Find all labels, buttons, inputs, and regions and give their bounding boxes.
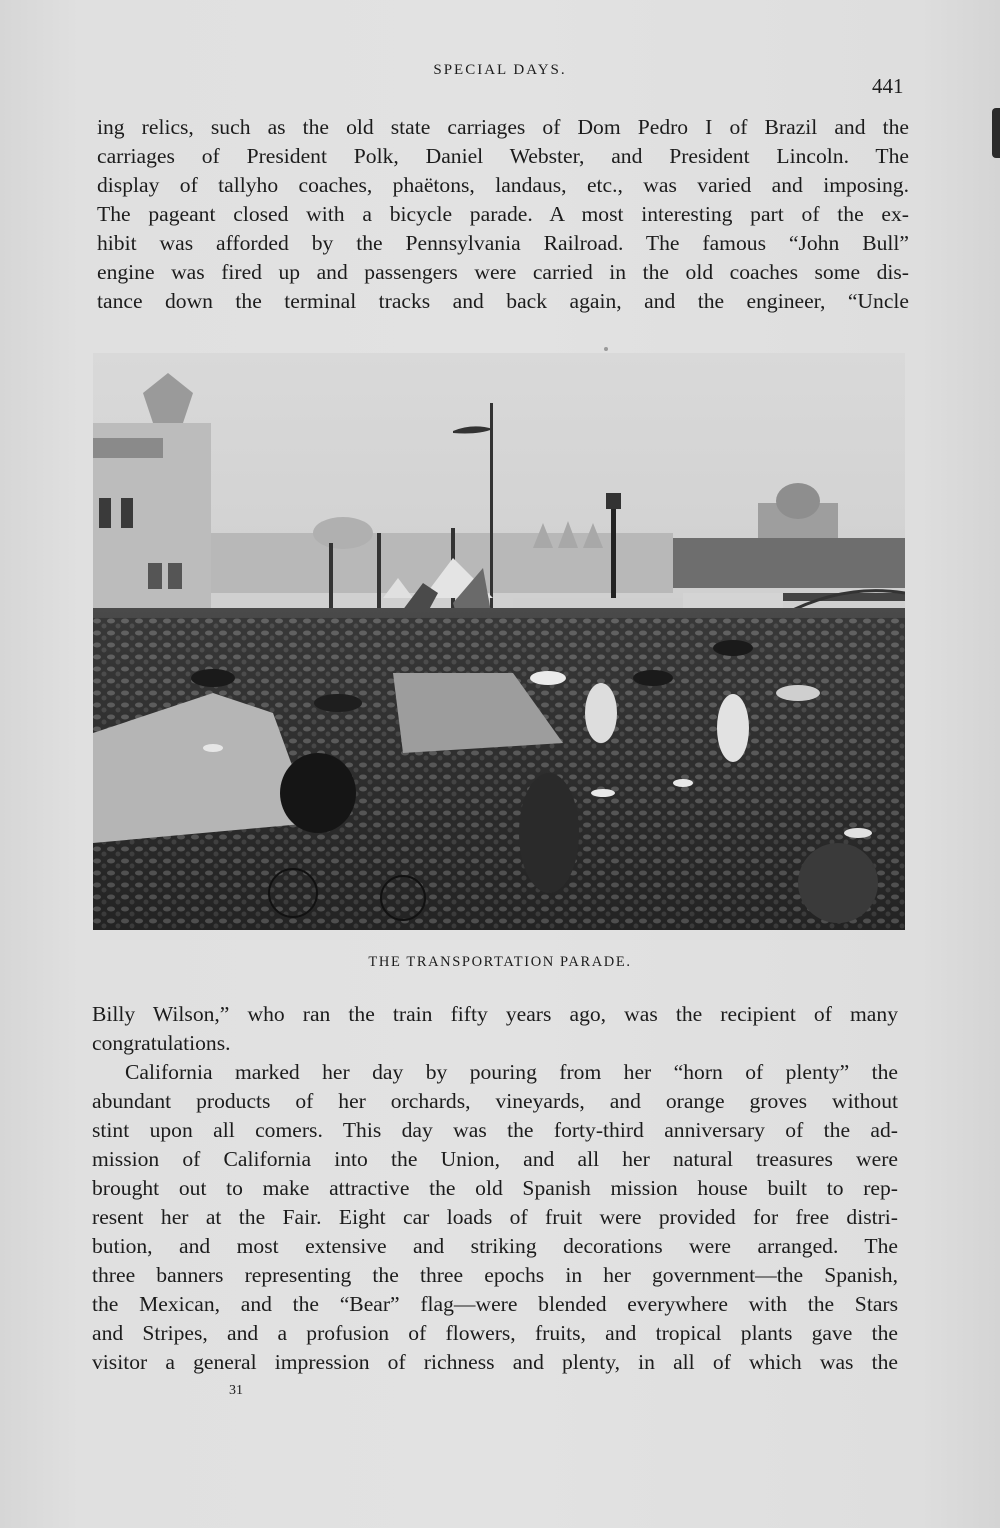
text-line: Billy Wilson,” who ran the train fifty years ago, was the recipient of many — [92, 1002, 898, 1026]
figure-caption: THE TRANSPORTATION PARADE. — [368, 954, 632, 970]
body-text-top — [97, 113, 909, 316]
text-line: California marked her day by pouring from her “horn of plenty” the — [125, 1060, 898, 1084]
text-line: mission of California into the Union, and all her natural treasures were — [92, 1147, 898, 1171]
text-line: three banners representing the three epochs in her government—the Spanish, — [92, 1263, 898, 1287]
page-edge-tab — [992, 108, 1000, 158]
text-line: The pageant closed with a bicycle parade. A most interesting part of the ex- — [97, 202, 909, 226]
text-line: display of tallyho coaches, phaëtons, landaus, etc., was varied and imposing. — [97, 173, 909, 197]
text-line: hibit was afforded by the Pennsylvania Railroad. The famous “John Bull” — [97, 231, 909, 255]
text-line: congratulations. — [92, 1031, 231, 1055]
text-line: abundant products of her orchards, vineyards, and orange groves without — [92, 1089, 898, 1113]
text-line: brought out to make attractive the old Spanish mission house built to rep- — [92, 1176, 898, 1200]
print-speck — [604, 347, 608, 351]
signature-mark: 31 — [229, 1383, 243, 1398]
text-line: and Stripes, and a profusion of flowers, fruits, and tropical plants gave the — [92, 1321, 898, 1345]
text-line: tance down the terminal tracks and back again, and the engineer, “Uncle — [97, 289, 909, 313]
text-line: visitor a general impression of richness and plenty, in all of which was the — [92, 1350, 898, 1374]
text-line: carriages of President Polk, Daniel Webster, and President Lincoln. The — [97, 144, 909, 168]
body-text-bottom — [92, 1000, 898, 1377]
text-line: resent her at the Fair. Eight car loads of fruit were provided for free distri- — [92, 1205, 898, 1229]
page-number: 441 — [872, 74, 904, 98]
text-line: the Mexican, and the “Bear” flag—were blended everywhere with the Stars — [92, 1292, 898, 1316]
text-line: ing relics, such as the old state carriages of Dom Pedro I of Brazil and the — [97, 115, 909, 139]
parade-photograph — [93, 353, 905, 930]
text-line: stint upon all comers. This day was the forty-third anniversary of the ad- — [92, 1118, 898, 1142]
text-line: engine was fired up and passengers were carried in the old coaches some dis- — [97, 260, 909, 284]
text-line: bution, and most extensive and striking decorations were arranged. The — [92, 1234, 898, 1258]
running-head: SPECIAL DAYS. — [433, 62, 567, 78]
